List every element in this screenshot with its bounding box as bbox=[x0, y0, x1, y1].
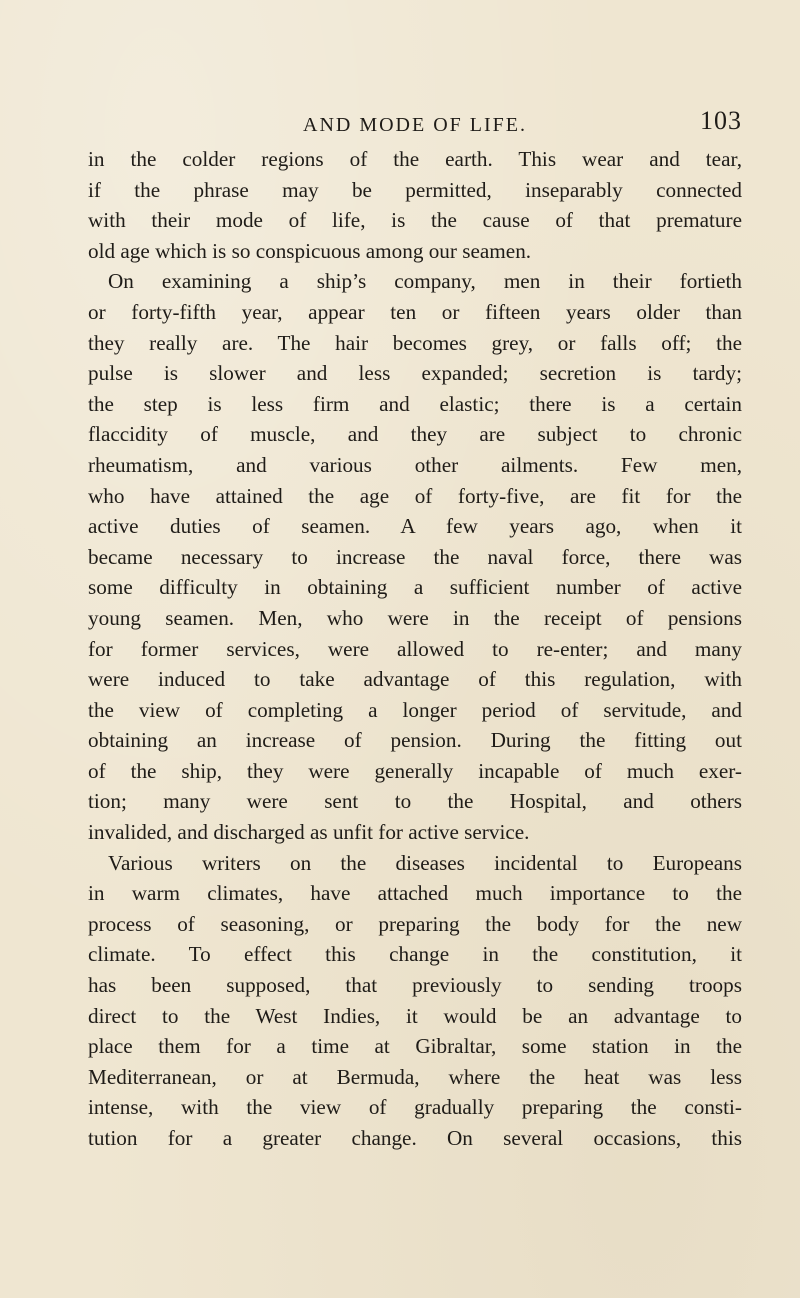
text-line: in the colder regions of the earth. This wear and tear, bbox=[88, 147, 742, 171]
text-line: with their mode of life, is the cause of that premature bbox=[88, 208, 742, 233]
text-line: place them for a time at Gibraltar, some station in the bbox=[88, 1034, 742, 1059]
text-line: flaccidity of muscle, and they are subject to chronic bbox=[88, 422, 742, 447]
text-line: of the ship, they were generally incapable of much exer- bbox=[88, 758, 742, 783]
text-line: invalided, and discharged as unfit for active service. bbox=[88, 820, 530, 845]
text-line: has been supposed, that previously to sending troops bbox=[88, 973, 742, 998]
body-text bbox=[88, 144, 742, 1154]
text-line: who have attained the age of forty-five, are fit for the bbox=[88, 483, 742, 508]
page-number: 103 bbox=[700, 106, 742, 135]
text-line: if the phrase may be permitted, inseparably connected bbox=[88, 177, 742, 202]
text-line: some difficulty in obtaining a sufficient number of active bbox=[88, 575, 742, 600]
text-line: intense, with the view of gradually preparing the consti- bbox=[88, 1095, 742, 1120]
text-line: pulse is slower and less expanded; secretion is tardy; bbox=[88, 361, 742, 386]
running-head bbox=[88, 106, 742, 140]
text-line: the view of completing a longer period of servitude, and bbox=[88, 697, 742, 722]
text-line: in warm climates, have attached much importance to the bbox=[88, 881, 742, 906]
text-line: they really are. The hair becomes grey, or falls off; the bbox=[88, 330, 742, 355]
text-line: young seamen. Men, who were in the receipt of pensions bbox=[88, 605, 742, 630]
text-line: the step is less firm and elastic; there is a certain bbox=[88, 391, 742, 416]
page-title: AND MODE OF LIFE. bbox=[303, 114, 527, 136]
text-line: old age which is so conspicuous among our seamen. bbox=[88, 238, 532, 263]
text-line: obtaining an increase of pension. During the fitting out bbox=[88, 728, 742, 753]
text-line: Various writers on the diseases incidental to Europeans bbox=[108, 850, 742, 875]
text-line: became necessary to increase the naval force, there was bbox=[88, 544, 742, 569]
text-line: Mediterranean, or at Bermuda, where the heat was less bbox=[88, 1064, 742, 1089]
text-line: or forty-fifth year, appear ten or fifteen years older than bbox=[88, 299, 742, 324]
text-line: tution for a greater change. On several occasions, this bbox=[88, 1126, 742, 1150]
text-line: process of seasoning, or preparing the body for the new bbox=[88, 911, 742, 936]
text-line: were induced to take advantage of this regulation, with bbox=[88, 667, 742, 692]
text-line: On examining a ship’s company, men in their fortieth bbox=[108, 269, 742, 294]
text-line: tion; many were sent to the Hospital, and others bbox=[88, 789, 742, 814]
text-line: climate. To effect this change in the constitution, it bbox=[88, 942, 742, 967]
text-line: direct to the West Indies, it would be an advantage to bbox=[88, 1003, 742, 1028]
text-line: active duties of seamen. A few years ago, when it bbox=[88, 514, 742, 539]
text-line: for former services, were allowed to re-enter; and many bbox=[88, 636, 742, 661]
text-line: rheumatism, and various other ailments. Few men, bbox=[88, 452, 742, 477]
